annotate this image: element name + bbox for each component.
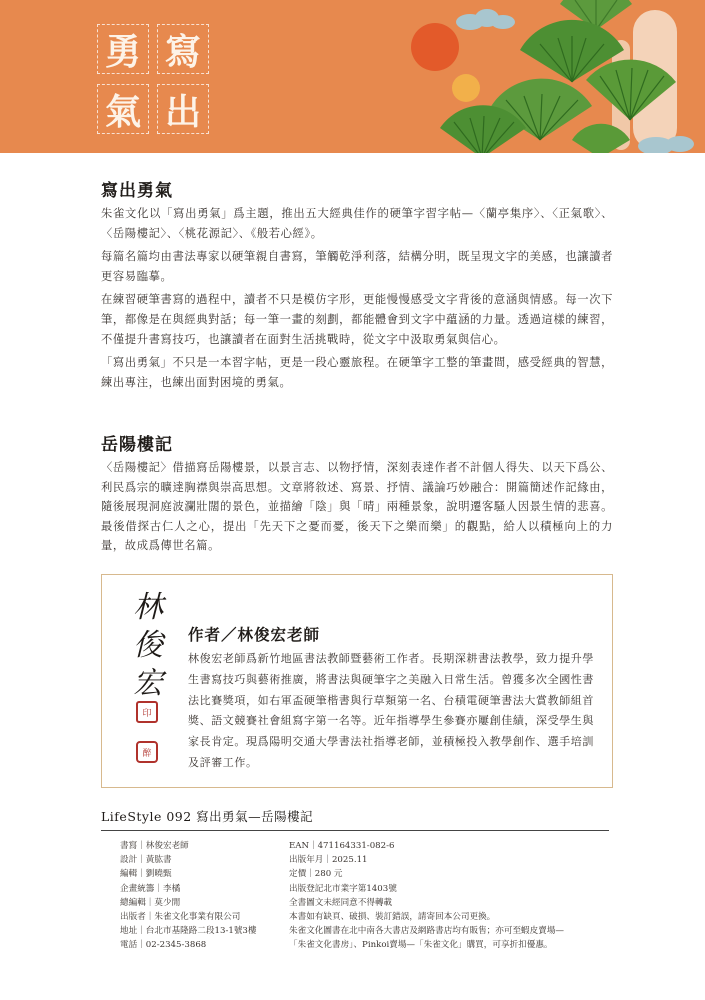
credit-line: 電話｜02-2345-3868 bbox=[120, 940, 207, 951]
paragraph: 每篇名篇均由書法專家以硬筆親自書寫，筆觸乾淨利落，結構分明，既呈現文字的美感，也讓讀者更容易臨摹。 bbox=[101, 250, 613, 283]
cloud-icon bbox=[456, 9, 515, 30]
author-signature: 林俊宏 bbox=[133, 590, 163, 701]
credit-line: 地址｜台北市基隆路二段13-1號3樓 bbox=[120, 926, 257, 937]
credit-line: 編輯｜劉曉甄 bbox=[120, 869, 172, 880]
seal-stamp-icon: 醉 bbox=[136, 741, 158, 763]
paragraph: 〈岳陽樓記〉借描寫岳陽樓景，以景言志、以物抒情，深刻表達作者不計個人得失、以天下爲公、利民爲宗的曠達胸襟與崇高思想。文章將敘述、寫景、抒情、議論巧妙融合：開篇簡述作記緣由，隨後展現洞庭波瀾壯闊的景色，並描繪「陰」與「晴」兩種景象，說明遷客騷人因景生情的悲喜。最後借探古仁人之心，提出「先天下之憂而憂，後天下之樂而樂」的觀點，給人以積極向上的力量，故成爲傳世名篇。 bbox=[101, 461, 613, 553]
info-line: 本書如有缺頁、破損、裝訂錯誤，請寄回本公司更換。 bbox=[289, 912, 496, 923]
info-line: 定價｜280 元 bbox=[289, 869, 343, 880]
info-line: 朱雀文化圖書在北中南各大書店及網路書店均有販售；亦可至蝦皮賣場— bbox=[289, 926, 565, 937]
paragraph: 在練習硬筆書寫的過程中，讀者不只是模仿字形，更能慢慢感受文字背後的意涵與情感。每一次下筆，都像是在與經典對話；每一筆一畫的刻劃，都能體會到文字中蘊涵的力量。透過這樣的練習，不僅提升書寫技巧，也讓讀者在面對生活挑戰時，從文字中汲取勇氣與信心。 bbox=[101, 293, 613, 346]
title-cell: 氣 bbox=[97, 84, 149, 134]
divider bbox=[101, 830, 609, 831]
section-heading: 寫出勇氣 bbox=[101, 181, 173, 201]
cover-title bbox=[97, 24, 211, 136]
title-cell: 出 bbox=[157, 84, 209, 134]
author-title: 作者／林俊宏老師 bbox=[188, 625, 321, 644]
red-sun bbox=[411, 23, 459, 71]
section-yueyang bbox=[101, 430, 613, 455]
info-line: 出版登記北市業字第1403號 bbox=[289, 883, 397, 894]
section-heading: 岳陽樓記 bbox=[101, 435, 173, 455]
cloud-icon bbox=[638, 136, 694, 153]
series-title: LifeStyle 092 寫出勇氣—岳陽樓記 bbox=[101, 809, 314, 824]
colophon-publication-info bbox=[289, 839, 609, 953]
credit-line: 出版者｜朱雀文化事業有限公司 bbox=[120, 912, 241, 923]
credit-line: 企畫統籌｜李橘 bbox=[120, 883, 181, 894]
title-cell: 寫 bbox=[157, 24, 209, 74]
seal-stamp-icon: 印 bbox=[136, 701, 158, 723]
paragraph: 「寫出勇氣」不只是一本習字帖，更是一段心靈旅程。在硬筆字工整的筆畫間，感受經典的智慧，練出專注，也練出面對困境的勇氣。 bbox=[101, 356, 613, 389]
info-line: EAN｜471164331-082-6 bbox=[289, 841, 395, 851]
credit-line: 設計｜黃肱書 bbox=[120, 855, 172, 866]
info-line: 全書圖文未經同意不得轉載 bbox=[289, 897, 393, 908]
title-cell: 勇 bbox=[97, 24, 149, 74]
info-line: 出版年月｜2025.11 bbox=[289, 855, 368, 866]
colophon-credits bbox=[120, 839, 290, 953]
credit-line: 書寫｜林俊宏老師 bbox=[120, 841, 189, 851]
info-line: 「朱雀文化書房」、Pinkoi賣場—「朱雀文化」購買，可享折扣優惠。 bbox=[289, 940, 553, 951]
author-box bbox=[101, 574, 613, 788]
yellow-sun bbox=[452, 74, 480, 102]
section-intro bbox=[101, 176, 613, 201]
paragraph: 朱雀文化以「寫出勇氣」爲主題，推出五大經典佳作的硬筆字習字帖—〈蘭亭集序〉、〈正氣歌〉、〈岳陽樓記〉、〈桃花源記〉、《般若心經》。 bbox=[101, 207, 613, 240]
header-banner bbox=[0, 0, 705, 153]
section-yueyang-body bbox=[101, 458, 613, 560]
credit-line: 總編輯｜莫少閒 bbox=[120, 897, 181, 908]
author-bio: 林俊宏老師爲新竹地區書法教師暨藝術工作者。長期深耕書法教學，致力提升學生書寫技巧與藝術推廣，將書法與硬筆字之美融入日常生活。曾獲多次全國性書法比賽獎項，如右軍盃硬筆楷書與行草類第一名、台積電硬筆書法大賞教師組首獎、語文競賽社會組寫字第一名等。近年指導學生參賽亦屢創佳績，深受學生與家長肯定。現爲陽明交通大學書法社指導老師，並積極投入教學創作、選手培訓及評審工作。 bbox=[188, 652, 594, 769]
section-intro-body bbox=[101, 204, 613, 396]
